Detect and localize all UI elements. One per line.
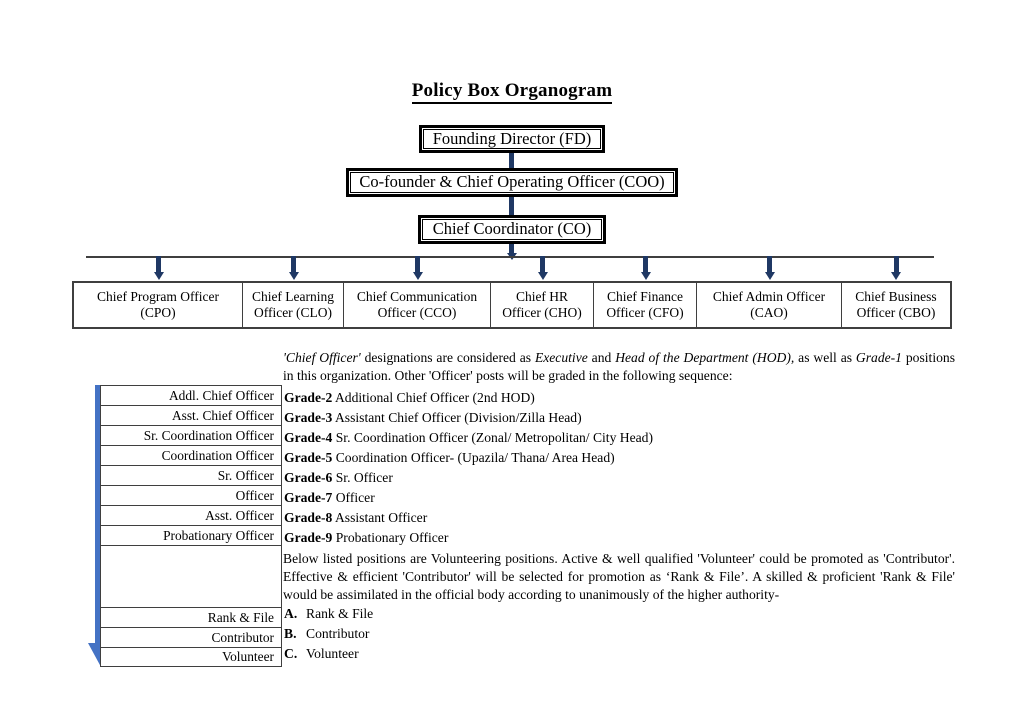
chief-officer-cell	[697, 283, 842, 327]
volunteer-list-item	[284, 644, 684, 664]
chief-officer-line1: Chief Business	[855, 289, 937, 305]
ladder-row: Sr. Coordination Officer	[100, 425, 282, 445]
ladder-row-spacer	[100, 545, 282, 607]
connector-fd-to-coo	[509, 153, 514, 168]
volunteer-label: Contributor	[306, 626, 370, 641]
volunteer-position-list	[284, 604, 684, 664]
page-title-text: Policy Box Organogram	[412, 80, 613, 104]
grade-title: Sr. Coordination Officer (Zonal/ Metropolitan/ City Head)	[332, 430, 653, 445]
chief-officer-note-seg7: Grade-1	[855, 350, 902, 365]
chief-officer-row	[72, 281, 952, 329]
grade-title: Coordination Officer- (Upazila/ Thana/ Area Head)	[332, 450, 615, 465]
founding-director-label: Founding Director (FD)	[423, 129, 601, 149]
chief-officer-note-seg1: 'Chief Officer'	[283, 350, 361, 365]
chief-officer-note-seg4: and	[587, 350, 616, 365]
grade-definition-list	[284, 388, 944, 548]
volunteer-marker: C.	[284, 646, 298, 661]
chief-officer-line2: Officer (CCO)	[377, 305, 457, 320]
ladder-row: Contributor	[100, 627, 282, 647]
chief-officer-line2: Officer (CLO)	[253, 305, 333, 320]
grade-number: Grade-4	[284, 430, 333, 445]
volunteer-list-item	[284, 604, 684, 624]
chief-officer-line1: Chief Finance	[606, 289, 684, 305]
grade-list-item	[284, 488, 944, 508]
chief-officer-line1: Chief Admin Officer	[712, 289, 826, 305]
chief-officer-line2: Officer (CHO)	[502, 305, 582, 320]
ladder-row: Coordination Officer	[100, 445, 282, 465]
grade-list-item	[284, 388, 944, 408]
chief-officer-line1: Chief Communication	[356, 289, 478, 305]
distributor-drop-arrowhead	[289, 272, 299, 280]
volunteer-label: Volunteer	[306, 646, 359, 661]
grade-number: Grade-8	[284, 510, 333, 525]
volunteer-label: Rank & File	[306, 606, 374, 621]
ladder-row: Volunteer	[100, 647, 282, 667]
chief-officer-note-seg3: Executive	[534, 350, 588, 365]
grade-title: Assistant Officer	[332, 510, 428, 525]
distributor-bar	[86, 256, 934, 258]
chief-officer-note-seg2: designations are considered as	[360, 350, 535, 365]
grade-title: Officer	[332, 490, 375, 505]
chief-officer-line2: (CAO)	[750, 305, 788, 320]
ladder-row: Asst. Officer	[100, 505, 282, 525]
chief-officer-cell	[74, 283, 243, 327]
chief-officer-note	[283, 349, 955, 385]
chief-officer-line2: (CPO)	[140, 305, 176, 320]
grade-number: Grade-6	[284, 470, 333, 485]
distributor-drop-arrowhead	[641, 272, 651, 280]
chief-officer-line1: Chief Learning	[251, 289, 335, 305]
grade-list-item	[284, 428, 944, 448]
chief-officer-cell	[344, 283, 491, 327]
distributor-drop-arrowhead	[413, 272, 423, 280]
chief-officer-line2: Officer (CFO)	[606, 305, 684, 320]
chief-officer-line1: Chief HR	[515, 289, 569, 305]
grade-number: Grade-5	[284, 450, 333, 465]
grade-list-item	[284, 448, 944, 468]
chief-officer-cell	[243, 283, 344, 327]
distributor-drop-arrowhead	[538, 272, 548, 280]
org-box-coo	[346, 168, 678, 197]
chief-officer-line2: Officer (CBO)	[856, 305, 936, 320]
grade-title: Assistant Chief Officer (Division/Zilla Head)	[332, 410, 582, 425]
grade-list-item	[284, 408, 944, 428]
grade-list-item	[284, 468, 944, 488]
chief-officer-note-seg8: positions in this organization. Other 'Officer' posts will be graded in the following sequence:	[283, 350, 955, 384]
grade-list-item	[284, 528, 944, 548]
chief-officer-cell	[594, 283, 697, 327]
grade-number: Grade-7	[284, 490, 333, 505]
chief-officer-note-seg5: Head of the Department (HOD),	[615, 350, 795, 365]
connector-coo-to-co	[509, 197, 514, 215]
grade-ladder-table	[100, 385, 282, 667]
org-box-founding-director	[419, 125, 605, 153]
ladder-row: Rank & File	[100, 607, 282, 627]
ladder-row: Probationary Officer	[100, 525, 282, 545]
org-box-chief-coordinator	[418, 215, 606, 244]
chief-coordinator-label: Chief Coordinator (CO)	[422, 219, 602, 240]
volunteer-list-item	[284, 624, 684, 644]
distributor-drop-arrowhead	[765, 272, 775, 280]
grade-number: Grade-9	[284, 530, 333, 545]
grade-title: Probationary Officer	[332, 530, 449, 545]
grade-title: Additional Chief Officer (2nd HOD)	[332, 390, 535, 405]
ladder-row: Addl. Chief Officer	[100, 385, 282, 405]
ladder-row: Officer	[100, 485, 282, 505]
chief-officer-line1: Chief Program Officer	[97, 289, 219, 305]
page-title	[0, 80, 1024, 102]
grade-list-item	[284, 508, 944, 528]
ladder-row: Sr. Officer	[100, 465, 282, 485]
chief-officer-cell	[491, 283, 594, 327]
coo-label: Co-founder & Chief Operating Officer (COO)	[350, 172, 674, 193]
chief-officer-cell	[842, 283, 950, 327]
volunteer-marker: A.	[284, 606, 298, 621]
grade-title: Sr. Officer	[332, 470, 393, 485]
volunteering-note: Below listed positions are Volunteering positions. Active & well qualified 'Volunteer' could be promoted as 'Contributor'. Effective & efficient 'Contributor' will be selected for promotion as ‘Rank & File’. A skilled & proficient 'Rank & File' would be assimilated in the official body according to unanimously of the higher authority-	[283, 551, 955, 603]
grade-number: Grade-2	[284, 390, 333, 405]
ladder-row: Asst. Chief Officer	[100, 405, 282, 425]
volunteer-marker: B.	[284, 626, 297, 641]
chief-officer-note-seg6: as well as	[794, 350, 856, 365]
distributor-drop-arrowhead	[154, 272, 164, 280]
distributor-drop-arrowhead	[891, 272, 901, 280]
grade-number: Grade-3	[284, 410, 333, 425]
